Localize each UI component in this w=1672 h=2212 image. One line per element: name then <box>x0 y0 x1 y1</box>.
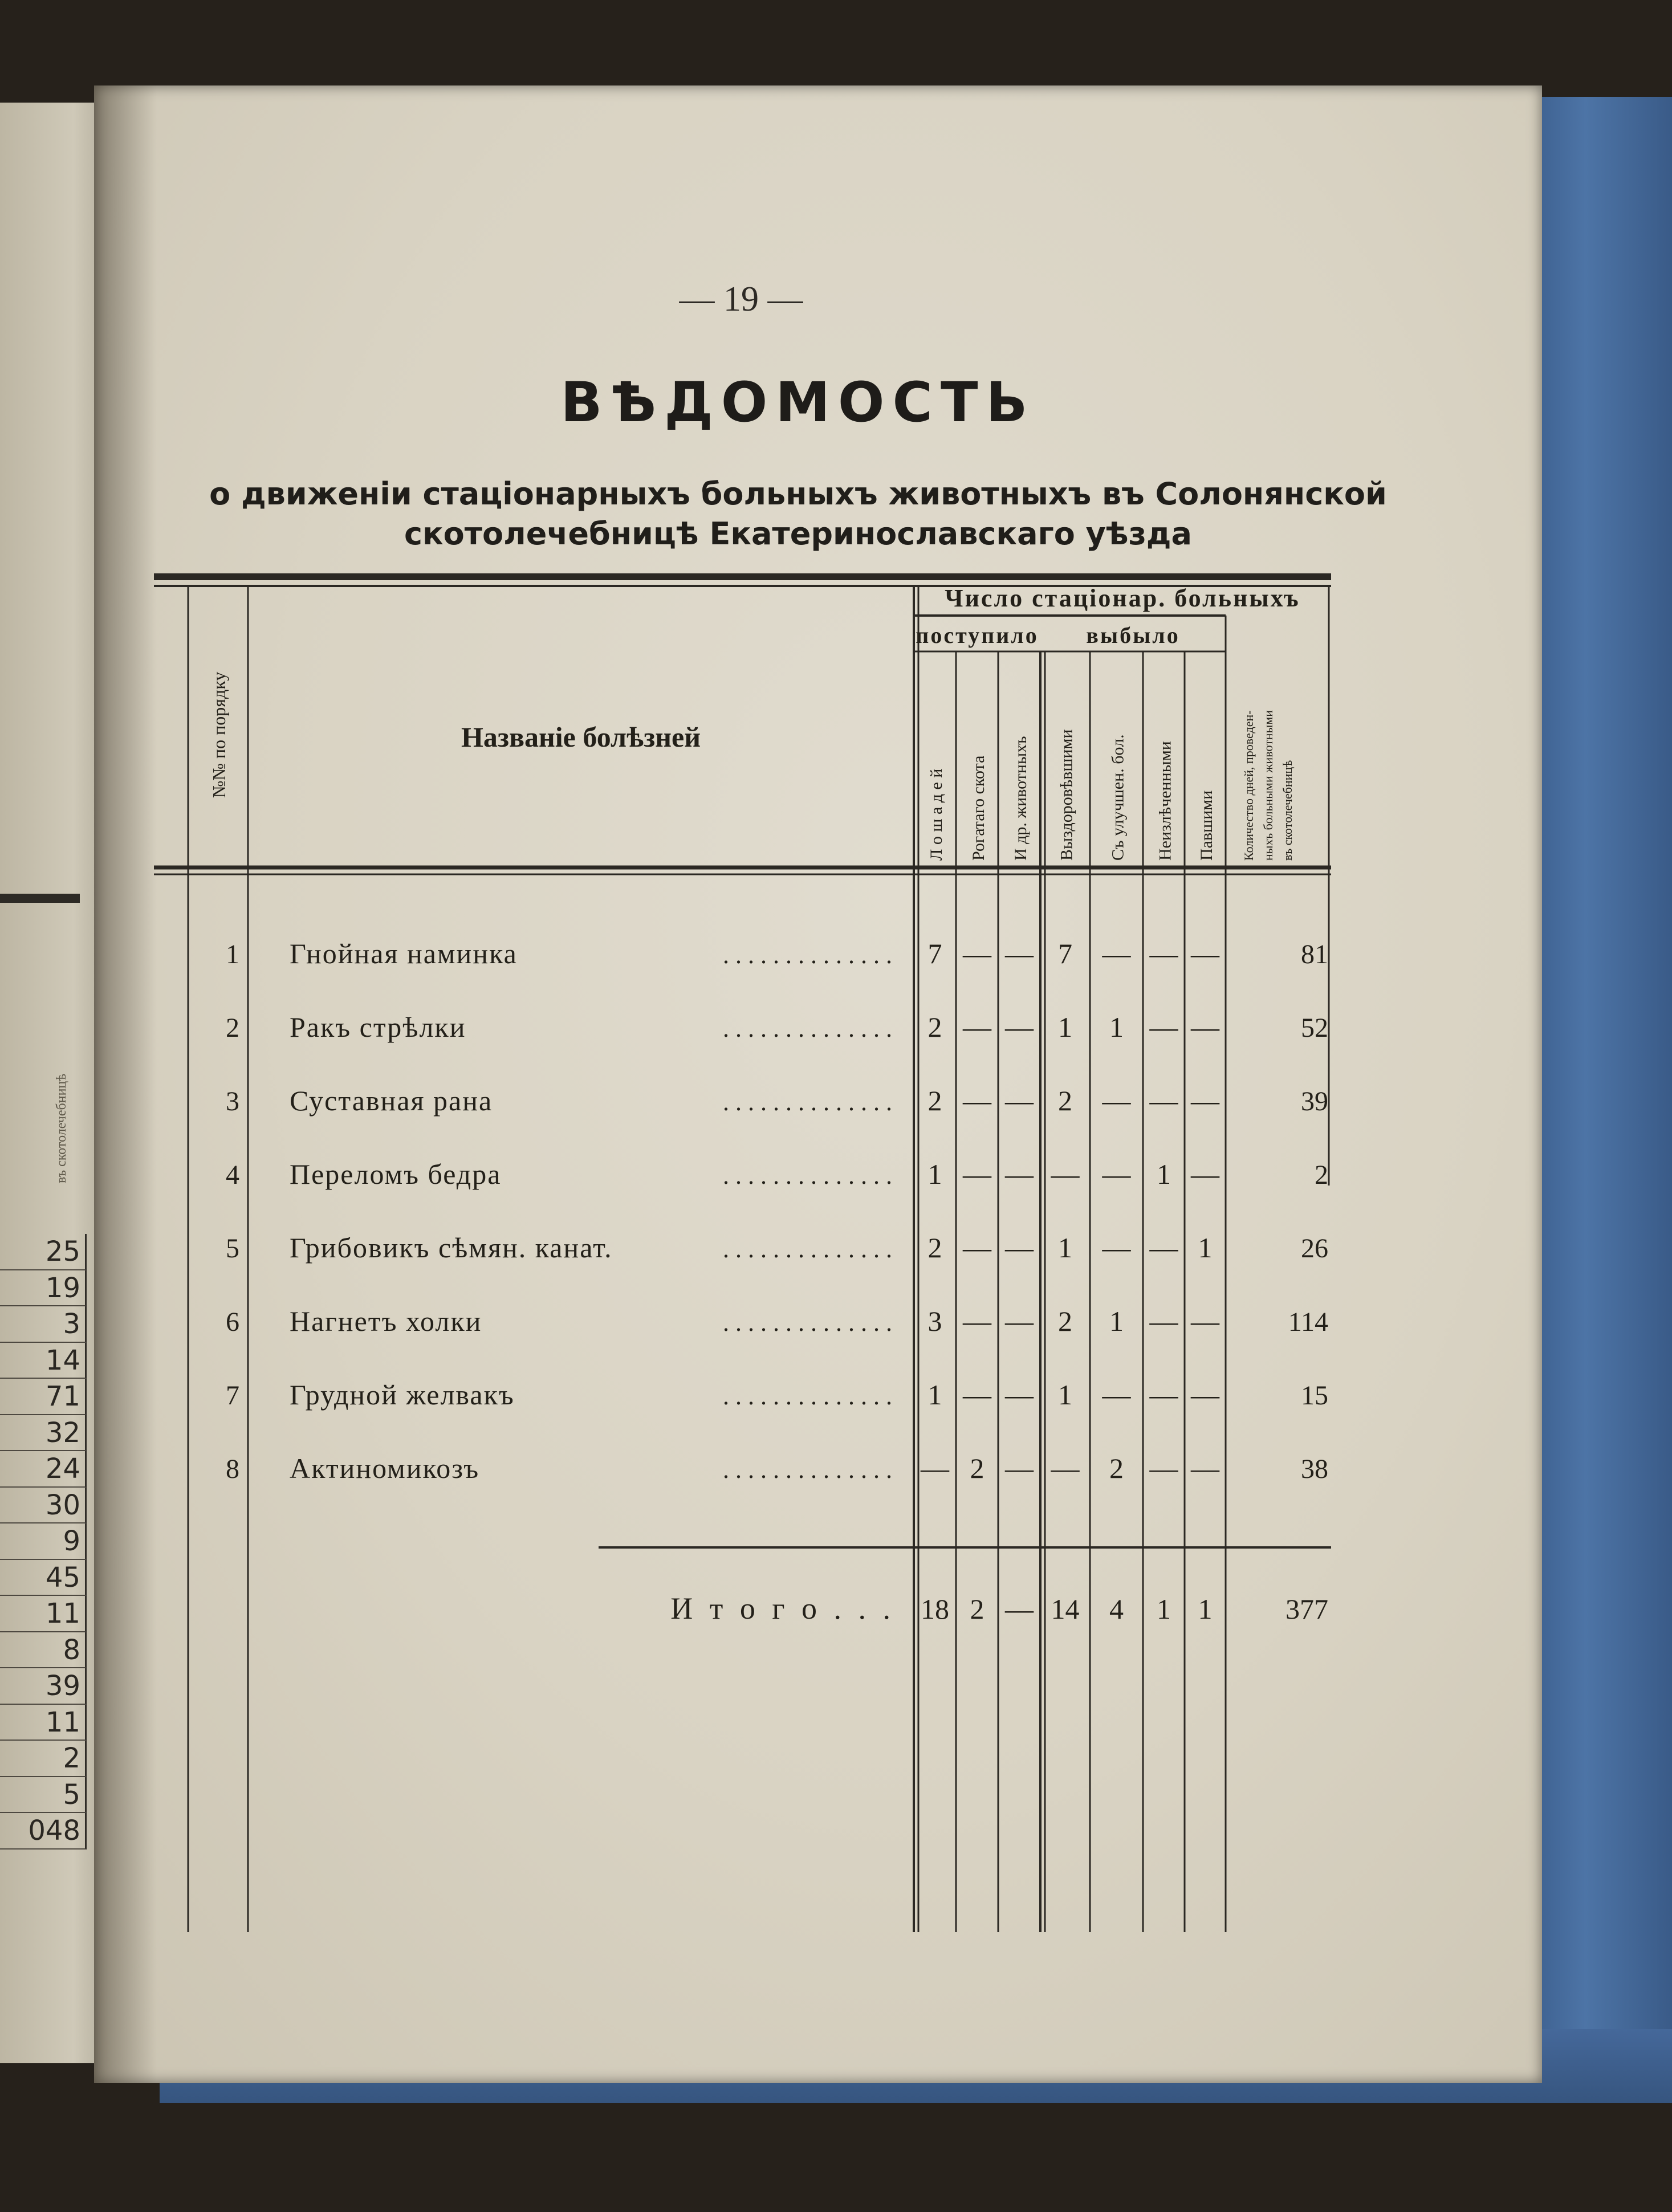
previous-page-cell: 2 <box>0 1741 87 1777</box>
statement-table <box>154 570 1334 1932</box>
row-cell: 2 <box>927 1085 942 1117</box>
previous-page-cell: 71 <box>0 1379 87 1415</box>
document-title: ВѢДОМОСТЬ <box>560 370 1036 434</box>
row-number: 3 <box>226 1086 239 1117</box>
row-disease-name: Грибовикъ сѣмян. канат. <box>290 1232 613 1264</box>
row-cell: — <box>1005 1085 1034 1117</box>
total-cell: 14 <box>1051 1593 1080 1625</box>
leader-dots: . . . . . . . . . . . . . . <box>723 1309 892 1337</box>
total-cell: 2 <box>970 1593 985 1625</box>
sub-header-4: Выздоровѣвшими <box>1057 729 1076 861</box>
row-disease-name: Переломъ бедра <box>290 1158 502 1190</box>
row-days: 114 <box>1288 1307 1328 1337</box>
leader-dots: . . . . . . . . . . . . . . <box>723 1088 892 1116</box>
previous-page-cell: 30 <box>0 1488 87 1524</box>
row-cell: — <box>1102 938 1131 969</box>
sub-header-2: Рогатаго скота <box>969 755 988 861</box>
row-disease-name: Нагнетъ холки <box>290 1305 482 1337</box>
row-cell: — <box>1005 938 1034 969</box>
row-number: 5 <box>226 1233 239 1264</box>
row-cell: 1 <box>1109 1305 1124 1337</box>
row-cell: — <box>1149 1011 1178 1043</box>
subtitle-line-2: скотолечебницѣ Екатеринославскаго уѣзда <box>404 516 1192 552</box>
row-cell: — <box>963 1011 991 1043</box>
row-cell: — <box>1005 1379 1034 1411</box>
previous-page-rule <box>0 894 80 903</box>
row-number: 1 <box>226 939 239 969</box>
admitted-header: поступило <box>916 622 1039 648</box>
previous-page-cell: 14 <box>0 1343 87 1379</box>
row-cell: — <box>1191 1452 1219 1484</box>
row-days: 38 <box>1301 1454 1328 1484</box>
row-number: 4 <box>226 1160 239 1190</box>
row-days: 26 <box>1301 1233 1328 1264</box>
total-cell: 1 <box>1198 1593 1213 1625</box>
previous-page-cell: 19 <box>0 1270 87 1307</box>
leader-dots: . . . . . . . . . . . . . . <box>723 1235 892 1263</box>
row-days: 52 <box>1301 1013 1328 1043</box>
row-cell: 3 <box>927 1305 942 1337</box>
total-cell: — <box>1005 1593 1034 1625</box>
row-cell: — <box>963 1379 991 1411</box>
row-cell: 7 <box>927 938 942 969</box>
row-number: 8 <box>226 1454 239 1484</box>
row-cell: — <box>1051 1452 1080 1484</box>
row-cell: 1 <box>1157 1158 1171 1190</box>
row-cell: — <box>963 1305 991 1337</box>
row-cell: — <box>1005 1011 1034 1043</box>
row-cell: — <box>1149 1379 1178 1411</box>
row-cell: — <box>1005 1305 1034 1337</box>
row-cell: 1 <box>927 1379 942 1411</box>
row-cell: 2 <box>927 1011 942 1043</box>
row-cell: 7 <box>1058 938 1072 969</box>
row-disease-name: Суставная рана <box>290 1085 493 1117</box>
index-column-header: №№ по порядку <box>209 671 229 798</box>
page-number: — 19 — <box>679 280 803 319</box>
row-days: 39 <box>1301 1086 1328 1117</box>
row-cell: — <box>1102 1379 1131 1411</box>
previous-page-cell: 32 <box>0 1415 87 1452</box>
days-header-line-2: ныхъ больными животными <box>1261 710 1275 861</box>
sub-header-6: Неизлѣченными <box>1156 741 1175 861</box>
previous-page-cell: 25 <box>0 1234 87 1270</box>
row-cell: 1 <box>1058 1379 1072 1411</box>
row-cell: — <box>1149 1232 1178 1264</box>
row-cell: — <box>1102 1085 1131 1117</box>
row-cell: — <box>1102 1232 1131 1264</box>
row-days: 15 <box>1301 1380 1328 1411</box>
row-disease-name: Актиномикозъ <box>290 1452 480 1484</box>
previous-page-cell: 9 <box>0 1523 87 1560</box>
row-number: 7 <box>226 1380 239 1411</box>
days-header-line-1: Количество дней, проведен- <box>1242 710 1256 861</box>
leader-dots: . . . . . . . . . . . . . . <box>723 1162 892 1189</box>
sub-header-7: Павшими <box>1197 790 1216 861</box>
row-cell: — <box>1005 1158 1034 1190</box>
leader-dots: . . . . . . . . . . . . . . <box>723 941 892 969</box>
row-cell: 2 <box>1058 1305 1072 1337</box>
previous-page-cell: 8 <box>0 1632 87 1669</box>
previous-page-cell: 048 <box>0 1813 87 1850</box>
total-label: И т о г о . . . <box>670 1591 895 1626</box>
leader-dots: . . . . . . . . . . . . . . <box>723 1015 892 1042</box>
row-cell: — <box>1005 1452 1034 1484</box>
row-cell: — <box>963 938 991 969</box>
row-cell: — <box>1149 1305 1178 1337</box>
previous-page-cell: 3 <box>0 1306 87 1343</box>
row-cell: — <box>1191 1379 1219 1411</box>
row-cell: — <box>1149 1085 1178 1117</box>
name-column-header: Названiе болѣзней <box>461 721 701 753</box>
row-disease-name: Ракъ стрѣлки <box>290 1011 466 1043</box>
row-cell: — <box>1102 1158 1131 1190</box>
previous-page-cell: 24 <box>0 1451 87 1488</box>
row-cell: — <box>1149 938 1178 969</box>
row-cell: — <box>1191 938 1219 969</box>
row-cell: 2 <box>927 1232 942 1264</box>
row-cell: — <box>1191 1158 1219 1190</box>
row-days: 2 <box>1315 1160 1328 1190</box>
row-cell: — <box>1005 1232 1034 1264</box>
total-cell: 4 <box>1109 1593 1124 1625</box>
leader-dots: . . . . . . . . . . . . . . <box>723 1456 892 1484</box>
row-disease-name: Грудной желвакъ <box>290 1379 515 1411</box>
row-cell: 1 <box>1058 1011 1072 1043</box>
previous-page-cell: 5 <box>0 1777 87 1814</box>
book-cover-right <box>1528 97 1672 2080</box>
row-cell: 1 <box>1058 1232 1072 1264</box>
row-cell: 1 <box>927 1158 942 1190</box>
row-cell: — <box>1191 1085 1219 1117</box>
days-header-line-3: въ скотолечебницѣ <box>1280 760 1295 861</box>
subtitle-line-1: о движенiи стацiонарныхъ больныхъ животныхъ въ Солонянской <box>209 476 1387 512</box>
row-cell: — <box>1051 1158 1080 1190</box>
row-cell: — <box>963 1085 991 1117</box>
row-disease-name: Гнойная наминка <box>290 938 518 969</box>
row-cell: — <box>1191 1305 1219 1337</box>
previous-page-cell: 11 <box>0 1705 87 1741</box>
row-cell: — <box>921 1452 949 1484</box>
previous-page-column <box>0 1234 87 1850</box>
page-shadow <box>94 85 157 2083</box>
row-days: 81 <box>1301 939 1328 969</box>
sub-header-1: Л о ш а д е й <box>927 768 946 861</box>
row-number: 6 <box>226 1307 239 1337</box>
total-cell: 1 <box>1157 1593 1171 1625</box>
previous-page-cell: 39 <box>0 1668 87 1705</box>
previous-page-cell: 45 <box>0 1560 87 1596</box>
row-cell: 2 <box>970 1452 985 1484</box>
row-cell: — <box>963 1232 991 1264</box>
sub-header-3: И др. животныхъ <box>1011 736 1030 861</box>
previous-page-header: въ скотолечебницѣ <box>54 1073 69 1184</box>
row-cell: 2 <box>1058 1085 1072 1117</box>
row-number: 2 <box>226 1013 239 1043</box>
row-cell: 1 <box>1198 1232 1213 1264</box>
row-cell: — <box>963 1158 991 1190</box>
row-cell: — <box>1149 1452 1178 1484</box>
total-cell: 18 <box>921 1593 949 1625</box>
previous-page-cell: 11 <box>0 1596 87 1632</box>
leader-dots: . . . . . . . . . . . . . . <box>723 1382 892 1410</box>
sub-header-5: Съ улучшен. бол. <box>1108 734 1128 861</box>
group-header: Число стацiонар. больныхъ <box>945 584 1300 612</box>
row-cell: 1 <box>1109 1011 1124 1043</box>
row-cell: 2 <box>1109 1452 1124 1484</box>
discharged-header: выбыло <box>1086 622 1180 648</box>
row-cell: — <box>1191 1011 1219 1043</box>
total-days: 377 <box>1285 1593 1328 1625</box>
